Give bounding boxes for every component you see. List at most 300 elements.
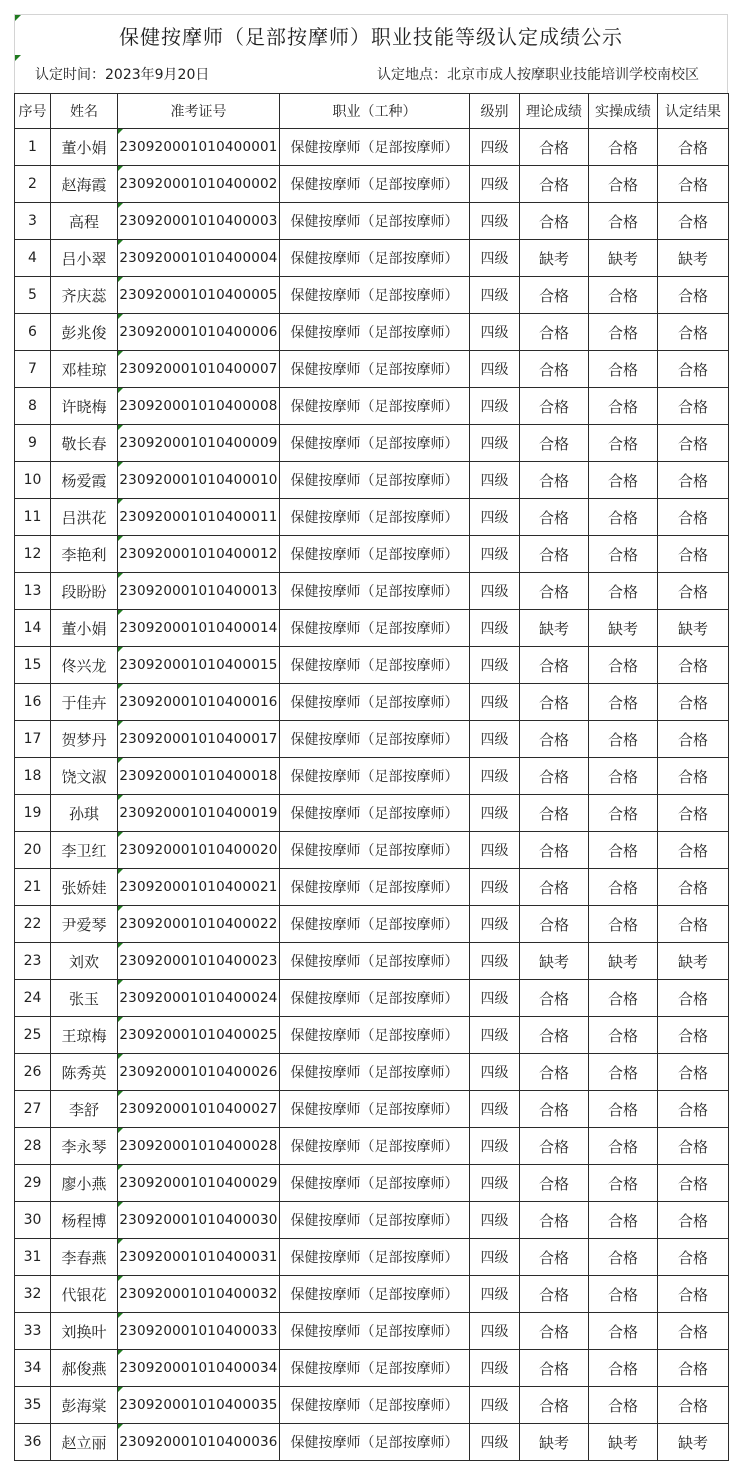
ticket-number: 230920001010400025 xyxy=(119,1027,278,1043)
ticket-number: 230920001010400028 xyxy=(119,1138,278,1154)
cell-occupation: 保健按摩师（足部按摩师） xyxy=(280,869,470,906)
cell-theory: 合格 xyxy=(520,1202,589,1239)
ticket-number: 230920001010400023 xyxy=(119,953,278,969)
cell-ticket xyxy=(118,1202,280,1239)
cell-theory: 合格 xyxy=(520,1091,589,1128)
cell-practice: 合格 xyxy=(589,573,658,610)
cell-ticket xyxy=(118,203,280,240)
cell-level: 四级 xyxy=(470,647,520,684)
cell-theory: 合格 xyxy=(520,1350,589,1387)
cell-practice: 合格 xyxy=(589,1350,658,1387)
table-row xyxy=(15,1424,729,1461)
cell-ticket xyxy=(118,1165,280,1202)
cell-practice: 缺考 xyxy=(589,610,658,647)
cell-occupation: 保健按摩师（足部按摩师） xyxy=(280,462,470,499)
cell-level: 四级 xyxy=(470,832,520,869)
cell-marker-icon xyxy=(118,980,123,985)
cell-result: 合格 xyxy=(658,906,729,943)
cell-level: 四级 xyxy=(470,425,520,462)
cell-theory: 合格 xyxy=(520,166,589,203)
cell-result: 合格 xyxy=(658,1276,729,1313)
cell-occupation: 保健按摩师（足部按摩师） xyxy=(280,610,470,647)
cell-practice: 合格 xyxy=(589,314,658,351)
cell-name: 赵海霞 xyxy=(51,166,118,203)
cell-level: 四级 xyxy=(470,869,520,906)
ticket-number: 230920001010400036 xyxy=(119,1434,278,1450)
results-table xyxy=(14,93,729,1461)
table-row xyxy=(15,536,729,573)
cell-name: 许晓梅 xyxy=(51,388,118,425)
cell-ticket xyxy=(118,1017,280,1054)
cell-practice: 合格 xyxy=(589,1276,658,1313)
cell-level: 四级 xyxy=(470,1387,520,1424)
cell-occupation: 保健按摩师（足部按摩师） xyxy=(280,277,470,314)
ticket-number: 230920001010400010 xyxy=(119,472,278,488)
cell-level: 四级 xyxy=(470,277,520,314)
cell-result: 合格 xyxy=(658,499,729,536)
cell-theory: 合格 xyxy=(520,536,589,573)
ticket-number: 230920001010400018 xyxy=(119,768,278,784)
cell-name: 孙琪 xyxy=(51,795,118,832)
cell-result: 合格 xyxy=(658,1128,729,1165)
cell-result: 合格 xyxy=(658,1313,729,1350)
cell-theory: 合格 xyxy=(520,425,589,462)
cell-result: 合格 xyxy=(658,351,729,388)
ticket-number: 230920001010400005 xyxy=(119,287,278,303)
table-row xyxy=(15,1276,729,1313)
ticket-number: 230920001010400022 xyxy=(119,916,278,932)
cell-theory: 合格 xyxy=(520,721,589,758)
cell-level: 四级 xyxy=(470,684,520,721)
cell-marker-icon xyxy=(118,1313,123,1318)
cell-theory: 合格 xyxy=(520,314,589,351)
cell-seq: 27 xyxy=(15,1091,51,1128)
cell-level: 四级 xyxy=(470,1350,520,1387)
cell-name: 杨程博 xyxy=(51,1202,118,1239)
ticket-number: 230920001010400035 xyxy=(119,1397,278,1413)
cell-practice: 缺考 xyxy=(589,1424,658,1461)
header-name: 姓名 xyxy=(51,94,118,129)
cell-ticket xyxy=(118,499,280,536)
cell-marker-icon xyxy=(118,573,123,578)
cell-name: 李永琴 xyxy=(51,1128,118,1165)
table-row xyxy=(15,1017,729,1054)
cell-theory: 合格 xyxy=(520,277,589,314)
cell-seq: 1 xyxy=(15,129,51,166)
cell-ticket xyxy=(118,240,280,277)
cell-marker-icon xyxy=(118,166,123,171)
cell-seq: 30 xyxy=(15,1202,51,1239)
cell-seq: 12 xyxy=(15,536,51,573)
cell-occupation: 保健按摩师（足部按摩师） xyxy=(280,129,470,166)
cell-ticket xyxy=(118,906,280,943)
cell-name: 佟兴龙 xyxy=(51,647,118,684)
cell-result: 合格 xyxy=(658,1054,729,1091)
cell-practice: 合格 xyxy=(589,1091,658,1128)
cell-theory: 合格 xyxy=(520,684,589,721)
ticket-number: 230920001010400026 xyxy=(119,1064,278,1080)
ticket-number: 230920001010400011 xyxy=(119,509,278,525)
ticket-number: 230920001010400034 xyxy=(119,1360,278,1376)
cell-seq: 16 xyxy=(15,684,51,721)
cell-name: 张玉 xyxy=(51,980,118,1017)
header-theory: 理论成绩 xyxy=(520,94,589,129)
cell-name: 陈秀英 xyxy=(51,1054,118,1091)
cell-seq: 23 xyxy=(15,943,51,980)
cell-marker-icon xyxy=(118,240,123,245)
cell-marker-icon xyxy=(118,351,123,356)
cell-theory: 缺考 xyxy=(520,610,589,647)
cell-marker-icon xyxy=(118,462,123,467)
cell-level: 四级 xyxy=(470,610,520,647)
cell-theory: 合格 xyxy=(520,1239,589,1276)
table-row xyxy=(15,573,729,610)
ticket-number: 230920001010400029 xyxy=(119,1175,278,1191)
cell-seq: 31 xyxy=(15,1239,51,1276)
cell-theory: 合格 xyxy=(520,832,589,869)
cell-marker-icon xyxy=(118,1350,123,1355)
table-row xyxy=(15,1239,729,1276)
cell-result: 缺考 xyxy=(658,1424,729,1461)
cell-theory: 合格 xyxy=(520,869,589,906)
cell-occupation: 保健按摩师（足部按摩师） xyxy=(280,980,470,1017)
cell-marker-icon xyxy=(118,1054,123,1059)
cell-result: 合格 xyxy=(658,1165,729,1202)
cell-ticket xyxy=(118,610,280,647)
cell-practice: 合格 xyxy=(589,536,658,573)
cell-level: 四级 xyxy=(470,1017,520,1054)
table-row xyxy=(15,1128,729,1165)
cell-theory: 合格 xyxy=(520,129,589,166)
cell-name: 郝俊燕 xyxy=(51,1350,118,1387)
cell-level: 四级 xyxy=(470,1202,520,1239)
cell-practice: 合格 xyxy=(589,684,658,721)
table-row xyxy=(15,1313,729,1350)
cell-seq: 10 xyxy=(15,462,51,499)
cell-occupation: 保健按摩师（足部按摩师） xyxy=(280,166,470,203)
cell-theory: 缺考 xyxy=(520,1424,589,1461)
cell-result: 合格 xyxy=(658,203,729,240)
cell-result: 合格 xyxy=(658,1202,729,1239)
cell-theory: 合格 xyxy=(520,1276,589,1313)
cell-marker-icon xyxy=(118,684,123,689)
cell-occupation: 保健按摩师（足部按摩师） xyxy=(280,1202,470,1239)
header-ticket: 准考证号 xyxy=(118,94,280,129)
cell-result: 合格 xyxy=(658,647,729,684)
cell-marker-icon xyxy=(118,1424,123,1429)
cell-ticket xyxy=(118,1350,280,1387)
cell-name: 王琼梅 xyxy=(51,1017,118,1054)
cell-ticket xyxy=(118,166,280,203)
cell-name: 彭海棠 xyxy=(51,1387,118,1424)
table-row xyxy=(15,462,729,499)
table-row xyxy=(15,499,729,536)
cell-occupation: 保健按摩师（足部按摩师） xyxy=(280,832,470,869)
ticket-number: 230920001010400007 xyxy=(119,361,278,377)
cell-theory: 合格 xyxy=(520,1128,589,1165)
cell-marker-icon xyxy=(15,15,21,21)
cell-occupation: 保健按摩师（足部按摩师） xyxy=(280,1387,470,1424)
cell-name: 吕洪花 xyxy=(51,499,118,536)
cell-result: 缺考 xyxy=(658,240,729,277)
cell-seq: 2 xyxy=(15,166,51,203)
cell-marker-icon xyxy=(118,869,123,874)
header-level: 级别 xyxy=(470,94,520,129)
cell-name: 吕小翠 xyxy=(51,240,118,277)
header-result: 认定结果 xyxy=(658,94,729,129)
cell-name: 董小娟 xyxy=(51,129,118,166)
cell-theory: 合格 xyxy=(520,1313,589,1350)
cell-seq: 7 xyxy=(15,351,51,388)
cell-level: 四级 xyxy=(470,573,520,610)
cell-practice: 合格 xyxy=(589,203,658,240)
cell-result: 合格 xyxy=(658,388,729,425)
cell-practice: 合格 xyxy=(589,869,658,906)
cell-practice: 合格 xyxy=(589,1017,658,1054)
ticket-number: 230920001010400002 xyxy=(119,176,278,192)
cell-theory: 缺考 xyxy=(520,943,589,980)
cell-level: 四级 xyxy=(470,1239,520,1276)
cell-marker-icon xyxy=(118,610,123,615)
cell-occupation: 保健按摩师（足部按摩师） xyxy=(280,1350,470,1387)
cell-theory: 合格 xyxy=(520,795,589,832)
ticket-number: 230920001010400021 xyxy=(119,879,278,895)
cell-ticket xyxy=(118,1276,280,1313)
cell-ticket xyxy=(118,1054,280,1091)
cell-theory: 合格 xyxy=(520,1387,589,1424)
cell-seq: 34 xyxy=(15,1350,51,1387)
cell-marker-icon xyxy=(118,721,123,726)
cell-result: 合格 xyxy=(658,795,729,832)
cell-name: 李春燕 xyxy=(51,1239,118,1276)
cell-practice: 合格 xyxy=(589,721,658,758)
cell-marker-icon xyxy=(118,832,123,837)
cell-seq: 28 xyxy=(15,1128,51,1165)
cell-theory: 合格 xyxy=(520,388,589,425)
cell-marker-icon xyxy=(118,1091,123,1096)
cell-marker-icon xyxy=(118,314,123,319)
cell-ticket xyxy=(118,1091,280,1128)
cell-practice: 合格 xyxy=(589,1202,658,1239)
cell-practice: 合格 xyxy=(589,129,658,166)
cell-seq: 24 xyxy=(15,980,51,1017)
cell-marker-icon xyxy=(118,647,123,652)
cell-level: 四级 xyxy=(470,721,520,758)
ticket-number: 230920001010400033 xyxy=(119,1323,278,1339)
table-row xyxy=(15,610,729,647)
cell-ticket xyxy=(118,1239,280,1276)
cell-ticket xyxy=(118,462,280,499)
cell-practice: 合格 xyxy=(589,1313,658,1350)
cell-seq: 26 xyxy=(15,1054,51,1091)
cell-seq: 22 xyxy=(15,906,51,943)
cell-practice: 缺考 xyxy=(589,943,658,980)
cell-ticket xyxy=(118,795,280,832)
ticket-number: 230920001010400003 xyxy=(119,213,278,229)
cell-level: 四级 xyxy=(470,203,520,240)
cell-marker-icon xyxy=(118,1239,123,1244)
cell-level: 四级 xyxy=(470,1313,520,1350)
cell-level: 四级 xyxy=(470,499,520,536)
cell-name: 邓桂琼 xyxy=(51,351,118,388)
cell-ticket xyxy=(118,314,280,351)
cell-level: 四级 xyxy=(470,536,520,573)
cell-theory: 合格 xyxy=(520,462,589,499)
cell-result: 合格 xyxy=(658,536,729,573)
cell-ticket xyxy=(118,758,280,795)
cell-name: 于佳卉 xyxy=(51,684,118,721)
ticket-number: 230920001010400017 xyxy=(119,731,278,747)
cell-marker-icon xyxy=(118,943,123,948)
certification-date: 认定时间：2023年9月20日 xyxy=(35,67,210,83)
cell-occupation: 保健按摩师（足部按摩师） xyxy=(280,943,470,980)
cell-seq: 3 xyxy=(15,203,51,240)
cell-occupation: 保健按摩师（足部按摩师） xyxy=(280,1313,470,1350)
cell-marker-icon xyxy=(118,1387,123,1392)
table-row xyxy=(15,1054,729,1091)
cell-seq: 36 xyxy=(15,1424,51,1461)
cell-level: 四级 xyxy=(470,240,520,277)
cell-occupation: 保健按摩师（足部按摩师） xyxy=(280,1424,470,1461)
cell-result: 合格 xyxy=(658,684,729,721)
cell-name: 尹爱琴 xyxy=(51,906,118,943)
cell-seq: 5 xyxy=(15,277,51,314)
cell-occupation: 保健按摩师（足部按摩师） xyxy=(280,203,470,240)
cell-name: 彭兆俊 xyxy=(51,314,118,351)
table-row xyxy=(15,314,729,351)
cell-occupation: 保健按摩师（足部按摩师） xyxy=(280,684,470,721)
cell-ticket xyxy=(118,980,280,1017)
header-seq: 序号 xyxy=(15,94,51,129)
cell-level: 四级 xyxy=(470,795,520,832)
cell-name: 齐庆蕊 xyxy=(51,277,118,314)
cell-result: 合格 xyxy=(658,832,729,869)
cell-level: 四级 xyxy=(470,1424,520,1461)
cell-theory: 合格 xyxy=(520,906,589,943)
cell-result: 缺考 xyxy=(658,943,729,980)
cell-seq: 14 xyxy=(15,610,51,647)
cell-level: 四级 xyxy=(470,462,520,499)
cell-practice: 合格 xyxy=(589,351,658,388)
cell-name: 段盼盼 xyxy=(51,573,118,610)
cell-occupation: 保健按摩师（足部按摩师） xyxy=(280,240,470,277)
table-row xyxy=(15,277,729,314)
cell-seq: 15 xyxy=(15,647,51,684)
cell-occupation: 保健按摩师（足部按摩师） xyxy=(280,647,470,684)
cell-seq: 8 xyxy=(15,388,51,425)
cell-name: 张娇娃 xyxy=(51,869,118,906)
cell-level: 四级 xyxy=(470,1165,520,1202)
cell-result: 合格 xyxy=(658,721,729,758)
cell-ticket xyxy=(118,684,280,721)
cell-occupation: 保健按摩师（足部按摩师） xyxy=(280,721,470,758)
cell-theory: 合格 xyxy=(520,1165,589,1202)
cell-ticket xyxy=(118,351,280,388)
cell-ticket xyxy=(118,425,280,462)
cell-occupation: 保健按摩师（足部按摩师） xyxy=(280,758,470,795)
cell-ticket xyxy=(118,721,280,758)
ticket-number: 230920001010400004 xyxy=(119,250,278,266)
cell-level: 四级 xyxy=(470,1276,520,1313)
cell-occupation: 保健按摩师（足部按摩师） xyxy=(280,573,470,610)
cell-seq: 19 xyxy=(15,795,51,832)
cell-marker-icon xyxy=(15,55,21,61)
table-row xyxy=(15,1202,729,1239)
cell-result: 缺考 xyxy=(658,610,729,647)
cell-result: 合格 xyxy=(658,573,729,610)
cell-marker-icon xyxy=(118,536,123,541)
cell-practice: 合格 xyxy=(589,758,658,795)
table-row xyxy=(15,832,729,869)
cell-marker-icon xyxy=(118,277,123,282)
ticket-number: 230920001010400013 xyxy=(119,583,278,599)
header-practice: 实操成绩 xyxy=(589,94,658,129)
cell-occupation: 保健按摩师（足部按摩师） xyxy=(280,425,470,462)
cell-ticket xyxy=(118,277,280,314)
cell-level: 四级 xyxy=(470,166,520,203)
cell-theory: 合格 xyxy=(520,647,589,684)
cell-practice: 合格 xyxy=(589,906,658,943)
cell-level: 四级 xyxy=(470,943,520,980)
cell-result: 合格 xyxy=(658,425,729,462)
ticket-number: 230920001010400014 xyxy=(119,620,278,636)
ticket-number: 230920001010400032 xyxy=(119,1286,278,1302)
cell-marker-icon xyxy=(118,425,123,430)
cell-result: 合格 xyxy=(658,129,729,166)
cell-name: 敬长春 xyxy=(51,425,118,462)
ticket-number: 230920001010400030 xyxy=(119,1212,278,1228)
table-row xyxy=(15,647,729,684)
cell-level: 四级 xyxy=(470,1054,520,1091)
cell-seq: 13 xyxy=(15,573,51,610)
cell-result: 合格 xyxy=(658,166,729,203)
cell-occupation: 保健按摩师（足部按摩师） xyxy=(280,1128,470,1165)
ticket-number: 230920001010400031 xyxy=(119,1249,278,1265)
cell-occupation: 保健按摩师（足部按摩师） xyxy=(280,1054,470,1091)
cell-marker-icon xyxy=(118,1202,123,1207)
cell-level: 四级 xyxy=(470,129,520,166)
cell-practice: 合格 xyxy=(589,425,658,462)
cell-name: 李艳利 xyxy=(51,536,118,573)
cell-occupation: 保健按摩师（足部按摩师） xyxy=(280,795,470,832)
cell-result: 合格 xyxy=(658,1350,729,1387)
table-row xyxy=(15,203,729,240)
cell-result: 合格 xyxy=(658,462,729,499)
cell-theory: 缺考 xyxy=(520,240,589,277)
table-header-row xyxy=(15,94,729,129)
cell-name: 董小娟 xyxy=(51,610,118,647)
cell-name: 代银花 xyxy=(51,1276,118,1313)
cell-result: 合格 xyxy=(658,1017,729,1054)
cell-seq: 4 xyxy=(15,240,51,277)
cell-occupation: 保健按摩师（足部按摩师） xyxy=(280,1239,470,1276)
cell-name: 贺梦丹 xyxy=(51,721,118,758)
cell-occupation: 保健按摩师（足部按摩师） xyxy=(280,499,470,536)
cell-result: 合格 xyxy=(658,869,729,906)
cell-occupation: 保健按摩师（足部按摩师） xyxy=(280,536,470,573)
cell-ticket xyxy=(118,536,280,573)
table-row xyxy=(15,1165,729,1202)
ticket-number: 230920001010400016 xyxy=(119,694,278,710)
cell-practice: 合格 xyxy=(589,166,658,203)
cell-name: 赵立丽 xyxy=(51,1424,118,1461)
cell-seq: 9 xyxy=(15,425,51,462)
table-row xyxy=(15,906,729,943)
cell-name: 李卫红 xyxy=(51,832,118,869)
cell-seq: 33 xyxy=(15,1313,51,1350)
cell-level: 四级 xyxy=(470,314,520,351)
cell-theory: 合格 xyxy=(520,203,589,240)
